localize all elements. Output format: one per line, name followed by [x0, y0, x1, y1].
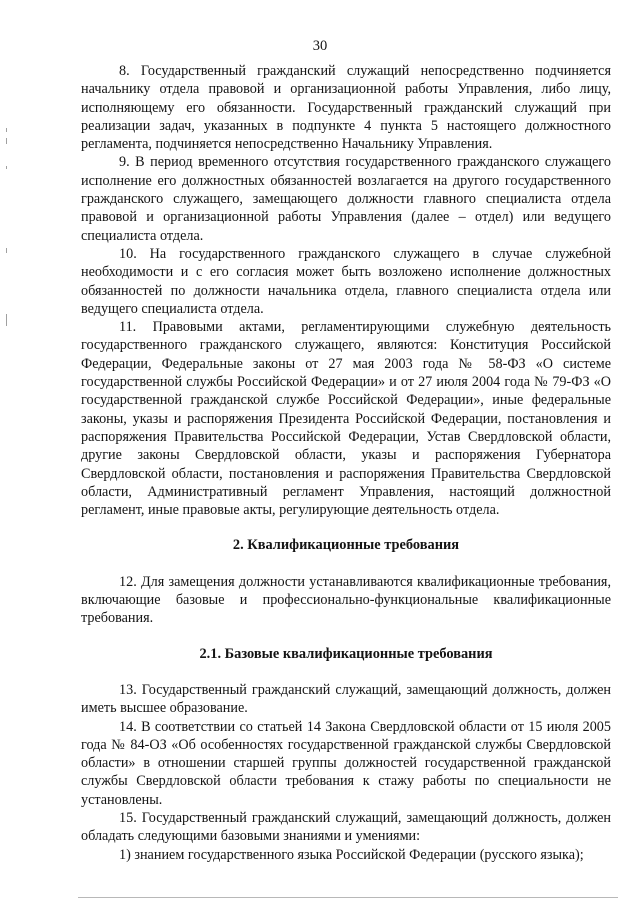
- document-body: [81, 62, 611, 864]
- page-number: 30: [312, 38, 328, 54]
- scan-margin-marks: [6, 128, 8, 358]
- section-heading: 2. Квалификационные требования: [232, 537, 460, 554]
- paragraph-10: 10. На государственного гражданского служащего в случае служебной необходимости и с его согласия может быть возложено исполнение должностных обязанностей по должности начальника отдела, главного специалиста отдела или ведущего специалиста отдела.: [81, 245, 611, 317]
- paragraph-15: 15. Государственный гражданский служащий, замещающий должность, должен обладать следующими базовыми знаниями и умениями:: [81, 809, 611, 845]
- page-bottom-rule: [78, 897, 618, 898]
- paragraph-14: 14. В соответствии со статьей 14 Закона Свердловской области от 15 июля 2005 года № 84-ОЗ «Об особенностях государственной гражданской службы Свердловской области» в отношении старшей группы должностей государственной гражданской службы Свердловской области требования к стажу работы по специальности не установлены.: [81, 718, 611, 808]
- paragraph-9: 9. В период временного отсутствия государственного гражданского служащего исполнение его должностных обязанностей возлагается на другого государственного гражданского служащего, замещающего должности главного специалиста отдела правовой и организационной работы Управления (далее – отдел) или ведущего специалиста отдела.: [81, 154, 611, 244]
- subsection-heading: 2.1. Базовые квалификационные требования: [199, 645, 493, 662]
- paragraph-12: 12. Для замещения должности устанавливаются квалификационные требования, включающие базовые и профессионально-функциональные квалификационные требования.: [81, 573, 611, 627]
- paragraph-11: 11. Правовыми актами, регламентирующими служебную деятельность государственного гражданского служащего, являются: Конституция Российской Федерации, Федеральные законы от 27 мая 2003 года № 58-ФЗ «О системе государственной службы Российской Федерации» и от 27 июля 2004 года № 79-ФЗ «О государственной гражданской службе Российской Федерации», иные федеральные законы, указы и распоряжения Президента Российской Федерации, постановления и распоряжения Правительства Российской Федерации, Устав Свердловской области, другие законы Свердловской области, указы и распоряжения Губернатора Свердловской области, постановления и распоряжения Правительства Свердловской области, Административный регламент Управления, настоящий должностной регламент, иные правовые акты, регулирующие деятельность отдела.: [81, 319, 611, 519]
- list-item-1: 1) знанием государственного языка Российской Федерации (русского языка);: [119, 846, 584, 863]
- paragraph-8: 8. Государственный гражданский служащий непосредственно подчиняется начальнику отдела правовой и организационной работы Управления, либо лицу, исполняющему его обязанности. Государственный гражданский служащий при реализации задач, указанных в подпункте 4 пункта 5 настоящего должностного регламента, подчиняется непосредственно Начальнику Управления.: [81, 63, 611, 153]
- paragraph-13: 13. Государственный гражданский служащий, замещающий должность, должен иметь высшее образование.: [81, 681, 611, 717]
